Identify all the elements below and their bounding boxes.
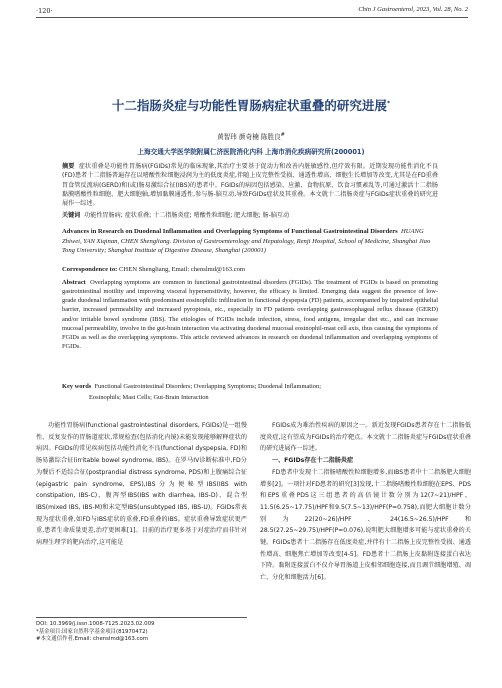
author-footnote-mark: # <box>280 131 285 138</box>
body-left-column <box>36 420 247 549</box>
footnotes <box>36 617 247 644</box>
author-list: 黄智玮 颜奇楠 陈胜良# <box>217 131 285 141</box>
abstract-text: 症状重叠是功能性胃肠病(FGIDs)常见的临床现象,其治疗主要基于促动力和改善内脏敏感性,但疗效有限。近期发现功能性消化不良(FD)患者十二指肠普遍存在以嗜酸性粒细胞浸润为主的低度炎症,伴随上皮完整性受损、通透性增高、细胞生长增加等改变,尤其是在FD重叠胃食管反流病(GERD)和(或)肠易激综合征(IBS)的患者中。FGIDs的病因包括感染、应激、食物抗原、饮食习惯紊乱等,可通过激活十二指肠黏膜嗜酸性粒细胞、肥大细胞轴,增加黏膜通透性,参与肠-脑互动,导致FGIDs症状及其重叠。本文就十二指肠炎症与FGIDs症状重叠的研究进展作一综述。 <box>62 163 438 208</box>
header-rule <box>36 17 468 18</box>
english-abstract <box>62 278 438 351</box>
abstract-text-en: Overlapping symptoms are common in functional gastrointestinal disorders (FGIDs). The treatment of FGIDs is based on promoting gastrointestinal motility and improving visceral hypersensitivity, however, the efficacy is limited. Emerging data suggest the presence of low-grade duodenal inflammation with predominant eosinophilic infiltration in functional dyspepsia (FD) patients, accompanied by impaired epithelial barrier, increased permeability and increased pyroptosis, etc., especially in FD patients overlapping gastroesophageal reflux disease (GERD) and/or irritable bowel syndrome (IBS). The etiologies of FGIDs include infection, stress, food antigens, irregular diet etc., and can increase mucosal permeability, involve in the gut-brain interaction via activating duodenal mucosal eosinophil-mast cell axis, thus causing the symptoms of FGIDs as well as the overlapping symptoms. This article reviewed advances in research on duodenal inflammation and overlapping symptoms of FGIDs. <box>62 279 439 351</box>
fund-note: *基金项目:国家自然科学基金项目(81970472) <box>36 628 148 635</box>
chinese-abstract <box>62 162 438 208</box>
correspondence: Correspondence to: CHEN Shengliang, Email: chenslmd@163.com <box>62 266 246 273</box>
keywords-label: 关键词 <box>62 212 81 219</box>
affiliation: 上海交通大学医学院附属仁济医院消化内科 上海市消化疾病研究所(200001) <box>137 148 365 156</box>
abstract-label-en: Abstract <box>62 279 86 286</box>
corresponding-author-note: #本文通信作者,Email: chenslmd@163.com <box>36 636 149 643</box>
page-number: ·120· <box>36 7 53 15</box>
running-header <box>0 0 502 22</box>
english-authors: HUANG Zhiwei, YAN Xiqinan, CHEN Shengliang. Division of Gastroenterology and Hepatology, Renji Hospital, School of Medicine, Shanghai Jiao Tong University; Shanghai Institute of Digestive Disease, Shanghai (200001) <box>62 228 431 254</box>
body-right-column <box>260 420 471 584</box>
keywords-text: 功能性胃肠病; 症状重叠; 十二指肠炎症; 嗜酸性粒细胞; 肥大细胞; 肠-脑互动 <box>84 212 290 219</box>
body-paragraph: FD患者中发现十二指肠嗜酸性粒细胞增多,而IBS患者中十二指肠肥大细胞增多[2]。一项针对FD患者的研究[3]发现,十二指肠嗜酸性粒细胞在EPS、PDS和EPS重叠PDS这三组患者的高倍镜计数分别为12(7~21)/HPF、11.5(6.25~17.75)/HPF和9.5(7.5~13)/HPF(P=0.758),而肥大细胞计数分别为22(20~26)/HPF、24(16.5~26.5)/HPF和28.5(27.25~29.75)/HPF(P=0.076),说明肥大细胞增多可能与症状重叠的关键。FGIDs患者十二指肠存在低度炎症,并伴有十二指肠上皮完整性受损、通透性增高、细胞焦亡增加等改变[4-5]。FD患者十二指肠上皮黏附连接蛋白表达下降。黏附连接蛋白不仅介导胃肠道上皮相邻细胞连接,而且调节细胞增殖、凋亡、分化和细胞活力[6]。 <box>260 468 471 582</box>
section-heading: 一、FGIDs存在十二指肠炎症 <box>272 457 354 465</box>
journal-citation: Chin J Gastroenterol, 2023, Vol. 28, No. 2 <box>358 6 468 13</box>
keywords-label-en: Key words <box>62 383 92 390</box>
english-title: Advances in Research on Duodenal Inflammation and Overlapping Symptoms of Functional Gastrointestinal Disorders <box>62 228 398 235</box>
english-title-block <box>62 227 440 256</box>
abstract-label: 摘要 <box>62 163 75 170</box>
article-title: 十二指肠炎症与功能性胃肠病症状重叠的研究进展* <box>111 98 391 113</box>
chinese-keywords <box>62 210 438 219</box>
body-paragraph: FGIDs成为难治性疾病的原因之一。新近发现FGIDs患者存在十二指肠低度炎症,这有望成为FGIDs的治疗靶点。本文就十二指肠炎症与FGIDs症状重叠的研究进展作一综述。 <box>260 422 471 453</box>
title-footnote-mark: * <box>386 99 391 107</box>
body-paragraph: 功能性胃肠病(functional gastrointestinal disorders, FGIDs)是一组慢性、反复发作的胃肠道症状,常规检查(包括消化内镜)未能发现能够解释症状的病因。FGIDs的常见疾病包括功能性消化不良(functional dyspepsia, FD)和肠易激综合征(irritable bowel syndrome, IBS)。在罗马IV诊断标准中,FD分为餐后不适综合征(postprandial distress syndrome, PDS)和上腹痛综合征(epigastric pain syndrome, EPS),IBS分为便秘型IBS(IBS with constipation, IBS-C)、腹泻型IBS(IBS with diarrhea, IBS-D)、混合型IBS(mixed IBS, IBS-M)和未定型IBS(unsubtyped IBS, IBS-U)。FGIDs常表现为症状重叠,如FD与IBS症状的重叠,FD重叠的IBS。症状重叠导致症状更严重,患者生命质量更差,治疗更困难[1]。目前的治疗更多基于对症治疗而非针对病理生理学的靶向治疗,这可能是 <box>36 422 247 547</box>
english-keywords: Key words Functional Gastrointestinal Disorders; Overlapping Symptoms; Duodenal Inflammation; Eosinophils; Mast Cells; Gut-Brain Interaction <box>62 383 321 401</box>
doi-line: DOI: 10.3969/j.issn.1008-7125.2023.02.009 <box>36 621 155 627</box>
